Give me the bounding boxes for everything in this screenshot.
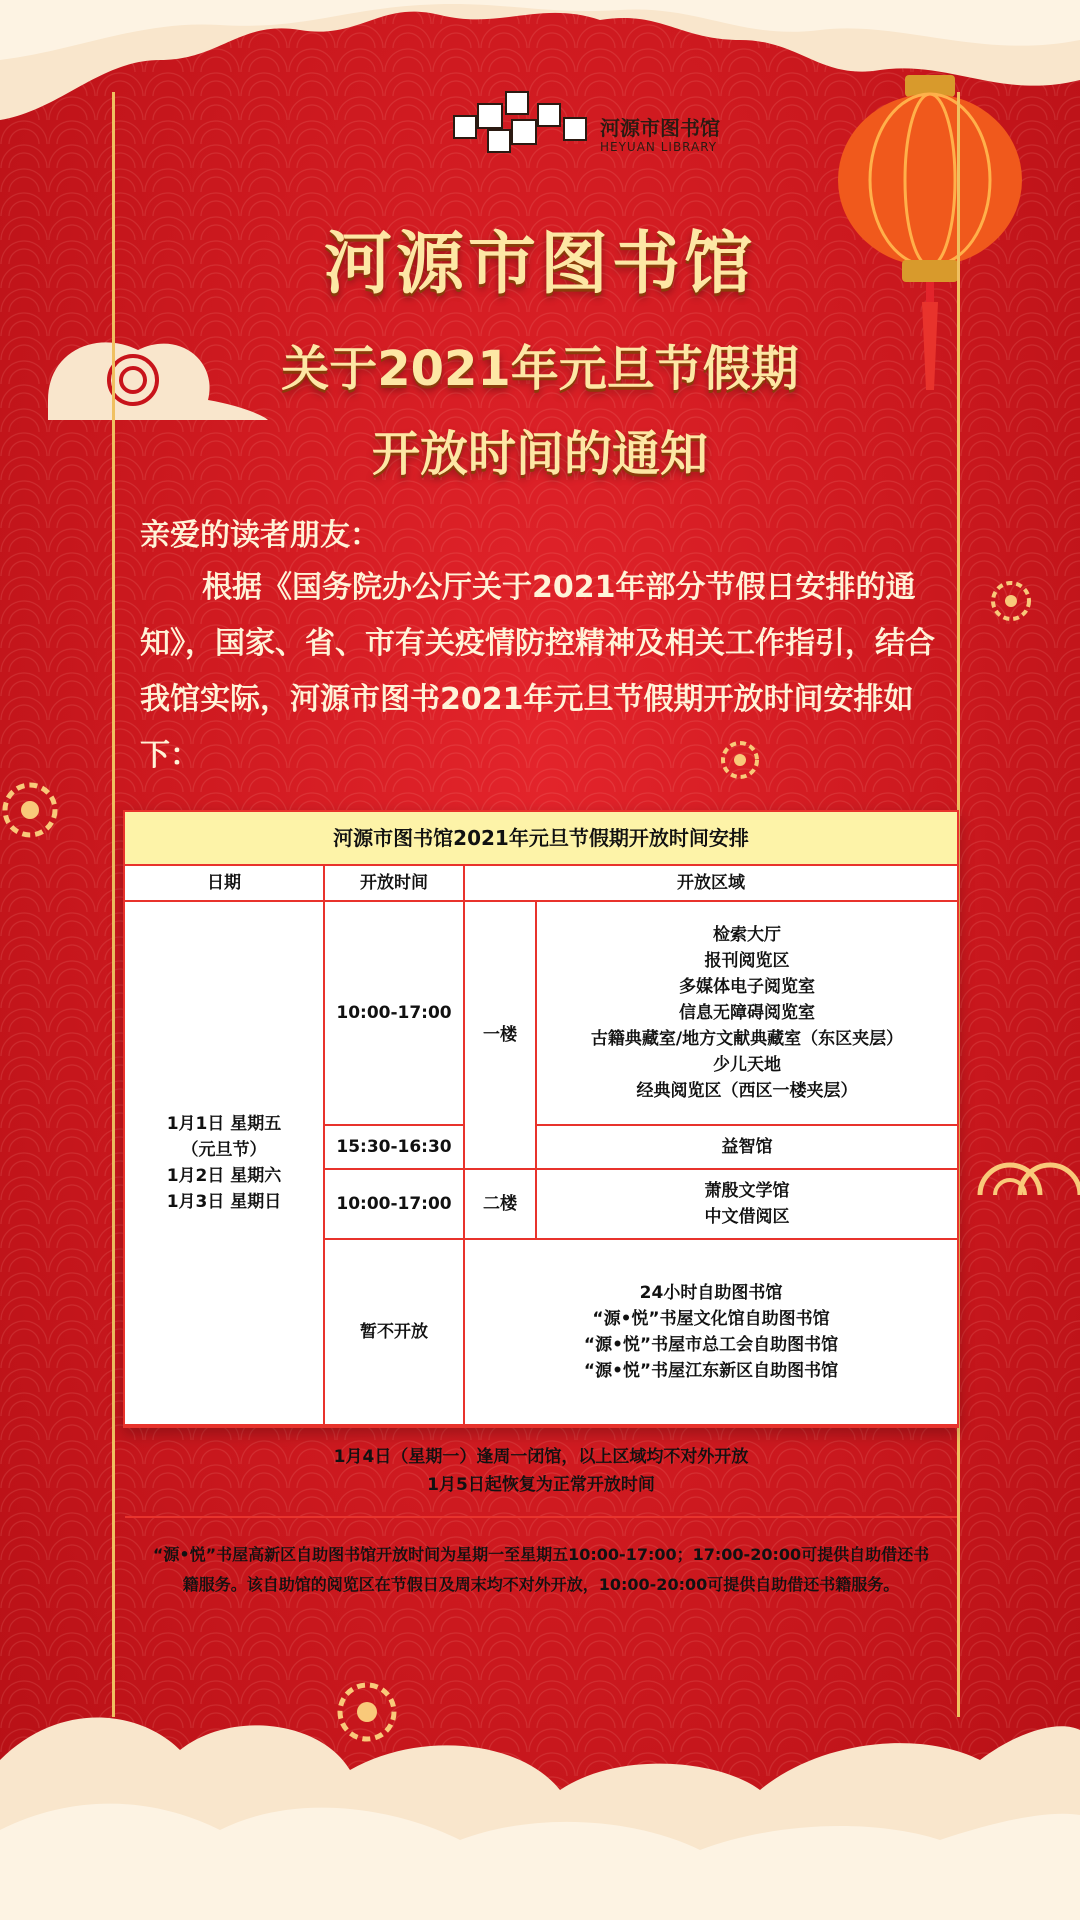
- greeting: 亲爱的读者朋友：: [140, 518, 380, 553]
- cloud-decoration-bottom: [0, 1640, 1080, 1920]
- flower-icon: [990, 580, 1032, 622]
- area-item: 萧殷文学馆: [704, 1181, 790, 1201]
- date-line: 1月2日 星期六: [166, 1166, 282, 1186]
- subtitle-line-1: 关于2021年元旦节假期: [281, 341, 799, 397]
- page-title: 河源市图书馆: [323, 225, 756, 304]
- notice-line: 1月4日（星期一）逢周一闭馆，以上区域均不对外开放: [333, 1447, 749, 1467]
- header-time: 开放时间: [325, 866, 465, 902]
- closure-notice: [125, 1426, 957, 1518]
- time-cell: 10:00-17:00: [325, 1170, 465, 1240]
- logo-name-en: HEYUAN LIBRARY: [600, 140, 718, 154]
- date-line: 1月3日 星期日: [166, 1192, 282, 1212]
- logo-name-cn: 河源市图书馆: [600, 116, 720, 140]
- area-item: 中文借阅区: [704, 1207, 790, 1227]
- intro-body: 根据《国务院办公厅关于2021年部分节假日安排的通知》，国家、省、市有关疫情防控精神及相关工作指引，结合我馆实际，河源市图书2021年元旦节假期开放时间安排如下：: [140, 570, 935, 773]
- area-item: 报刊阅览区: [704, 951, 790, 971]
- area-item: 24小时自助图书馆: [639, 1283, 783, 1303]
- header-date: 日期: [125, 866, 325, 902]
- schedule-table: [123, 810, 959, 1594]
- area-item: 信息无障碍阅览室: [679, 1003, 815, 1023]
- time-cell: 15:30-16:30: [325, 1126, 465, 1170]
- time-cell: 暂不开放: [325, 1240, 465, 1426]
- notice-line: 1月5日起恢复为正常开放时间: [427, 1475, 655, 1495]
- date-line: （元旦节）: [181, 1140, 267, 1160]
- area-item: 多媒体电子阅览室: [679, 977, 815, 997]
- date-line: 1月1日 星期五: [166, 1114, 282, 1134]
- table-grid: [125, 866, 957, 1594]
- wave-ornament-icon: [975, 1140, 1080, 1200]
- area-item: “源•悦”书屋江东新区自助图书馆: [583, 1361, 839, 1381]
- area-cell: [465, 1240, 957, 1426]
- area-item: “源•悦”书屋文化馆自助图书馆: [592, 1309, 830, 1329]
- area-item: “源•悦”书屋市总工会自助图书馆: [583, 1335, 839, 1355]
- floor-cell: 二楼: [465, 1170, 537, 1240]
- area-item: 古籍典藏室/地方文献典藏室（东区夹层）: [590, 1029, 904, 1049]
- area-cell: [537, 902, 957, 1126]
- subtitle-line-2: 开放时间的通知: [371, 426, 708, 482]
- area-item: 少儿天地: [713, 1055, 781, 1075]
- area-item: 经典阅览区（西区一楼夹层）: [636, 1081, 858, 1101]
- floor-cell: 一楼: [465, 902, 537, 1170]
- time-cell: 10:00-17:00: [325, 902, 465, 1126]
- table-title: 河源市图书馆2021年元旦节假期开放时间安排: [125, 812, 957, 866]
- area-cell: [537, 1170, 957, 1240]
- flower-icon: [0, 780, 60, 840]
- header-area: 开放区域: [465, 866, 957, 902]
- gaoxin-notice: “源•悦”书屋高新区自助图书馆开放时间为星期一至星期五10:00-17:00；17:00-20:00可提供自助借还书籍服务。该自助馆的阅览区在节假日及周末均不对外开放，10:00-20:00可提供自助借还书籍服务。: [152, 1545, 930, 1594]
- area-item: 检索大厅: [713, 925, 781, 945]
- date-cell: [125, 902, 325, 1426]
- area-cell: 益智馆: [537, 1126, 957, 1170]
